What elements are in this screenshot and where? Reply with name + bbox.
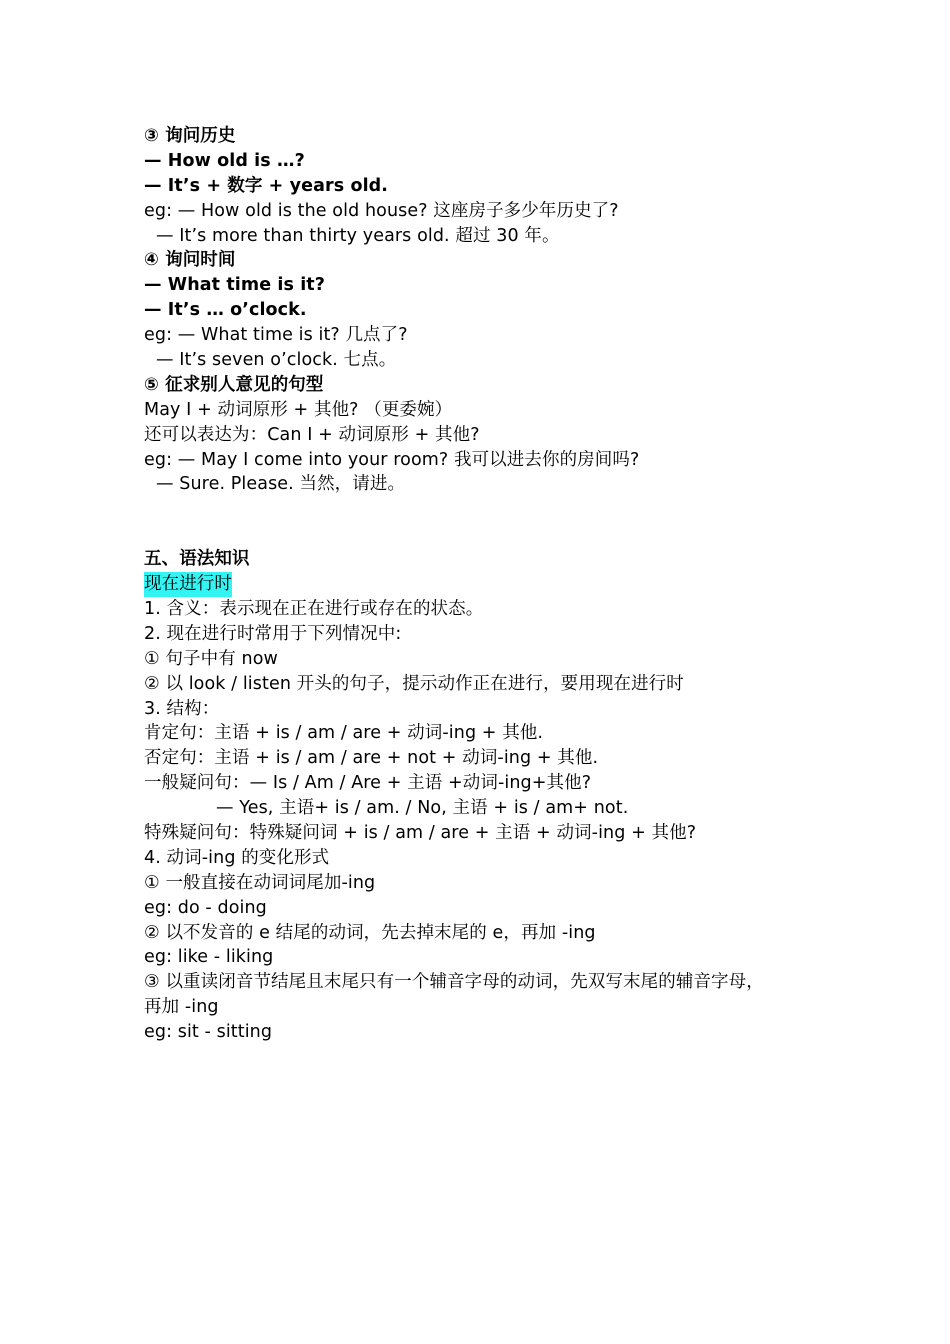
example-question: eg: — What time is it? 几点了? [144, 325, 408, 346]
pattern-question: — How old is …? [144, 150, 305, 171]
grammar-line: 再加 -ing [144, 997, 219, 1018]
grammar-topic-highlight: 现在进行时 [144, 572, 232, 597]
grammar-line: 4. 动词-ing 的变化形式 [144, 847, 330, 868]
example-answer: — Sure. Please. 当然，请进。 [156, 474, 406, 495]
pattern-answer: — It’s + 数字 + years old. [144, 175, 389, 196]
grammar-line: ③ 以重读闭音节结尾且末尾只有一个辅音字母的动词，先双写末尾的辅音字母， [144, 972, 764, 993]
pattern-answer: — It’s … o’clock. [144, 300, 307, 321]
grammar-line: 否定句：主语 + is / am / are + not + 动词-ing + 其他. [144, 748, 599, 769]
grammar-line: 2. 现在进行时常用于下列情况中: [144, 623, 402, 644]
section-heading-opinion: ⑤ 征求别人意见的句型 [144, 374, 324, 395]
grammar-line: 1. 含义：表示现在正在进行或存在的状态。 [144, 598, 484, 619]
section-heading-time: ④ 询问时间 [144, 250, 236, 271]
example-question: eg: — How old is the old house? 这座房子多少年历史了? [144, 200, 619, 221]
grammar-line: ① 一般直接在动词词尾加-ing [144, 872, 376, 893]
grammar-answer-line: — Yes, 主语+ is / am. / No, 主语 + is / am+ not. [216, 798, 629, 819]
grammar-line: eg: do - doing [144, 897, 267, 918]
example-answer: — It’s more than thirty years old. 超过 30 年。 [156, 225, 560, 246]
grammar-line: 特殊疑问句：特殊疑问词 + is / am / are + 主语 + 动词-ing + 其他? [144, 822, 697, 843]
grammar-line: 一般疑问句：— Is / Am / Are + 主语 +动词-ing+其他? [144, 773, 592, 794]
grammar-lines [144, 597, 834, 1045]
grammar-line: ② 以 look / listen 开头的句子，提示动作正在进行，要用现在进行时 [144, 673, 684, 694]
pattern-line: 还可以表达为：Can I + 动词原形 + 其他? [144, 424, 480, 445]
grammar-line: 肯定句：主语 + is / am / are + 动词-ing + 其他. [144, 723, 544, 744]
example-answer: — It’s seven o’clock. 七点。 [156, 350, 397, 371]
grammar-line: ① 句子中有 now [144, 648, 278, 669]
pattern-line: May I + 动词原形 + 其他? （更委婉） [144, 399, 453, 420]
pattern-question: — What time is it? [144, 275, 326, 296]
document-body [144, 124, 834, 1045]
grammar-line: eg: like - liking [144, 947, 274, 968]
example-question: eg: — May I come into your room? 我可以进去你的房间吗? [144, 449, 640, 470]
grammar-line: 3. 结构： [144, 698, 220, 719]
section-heading-history: ③ 询问历史 [144, 126, 236, 146]
grammar-line: eg: sit - sitting [144, 1022, 273, 1043]
grammar-heading: 五、语法知识 [144, 549, 250, 570]
grammar-line: ② 以不发音的 e 结尾的动词，先去掉末尾的 e，再加 -ing [144, 922, 596, 943]
grammar-topic-line [144, 572, 834, 597]
section-spacer [144, 497, 834, 547]
